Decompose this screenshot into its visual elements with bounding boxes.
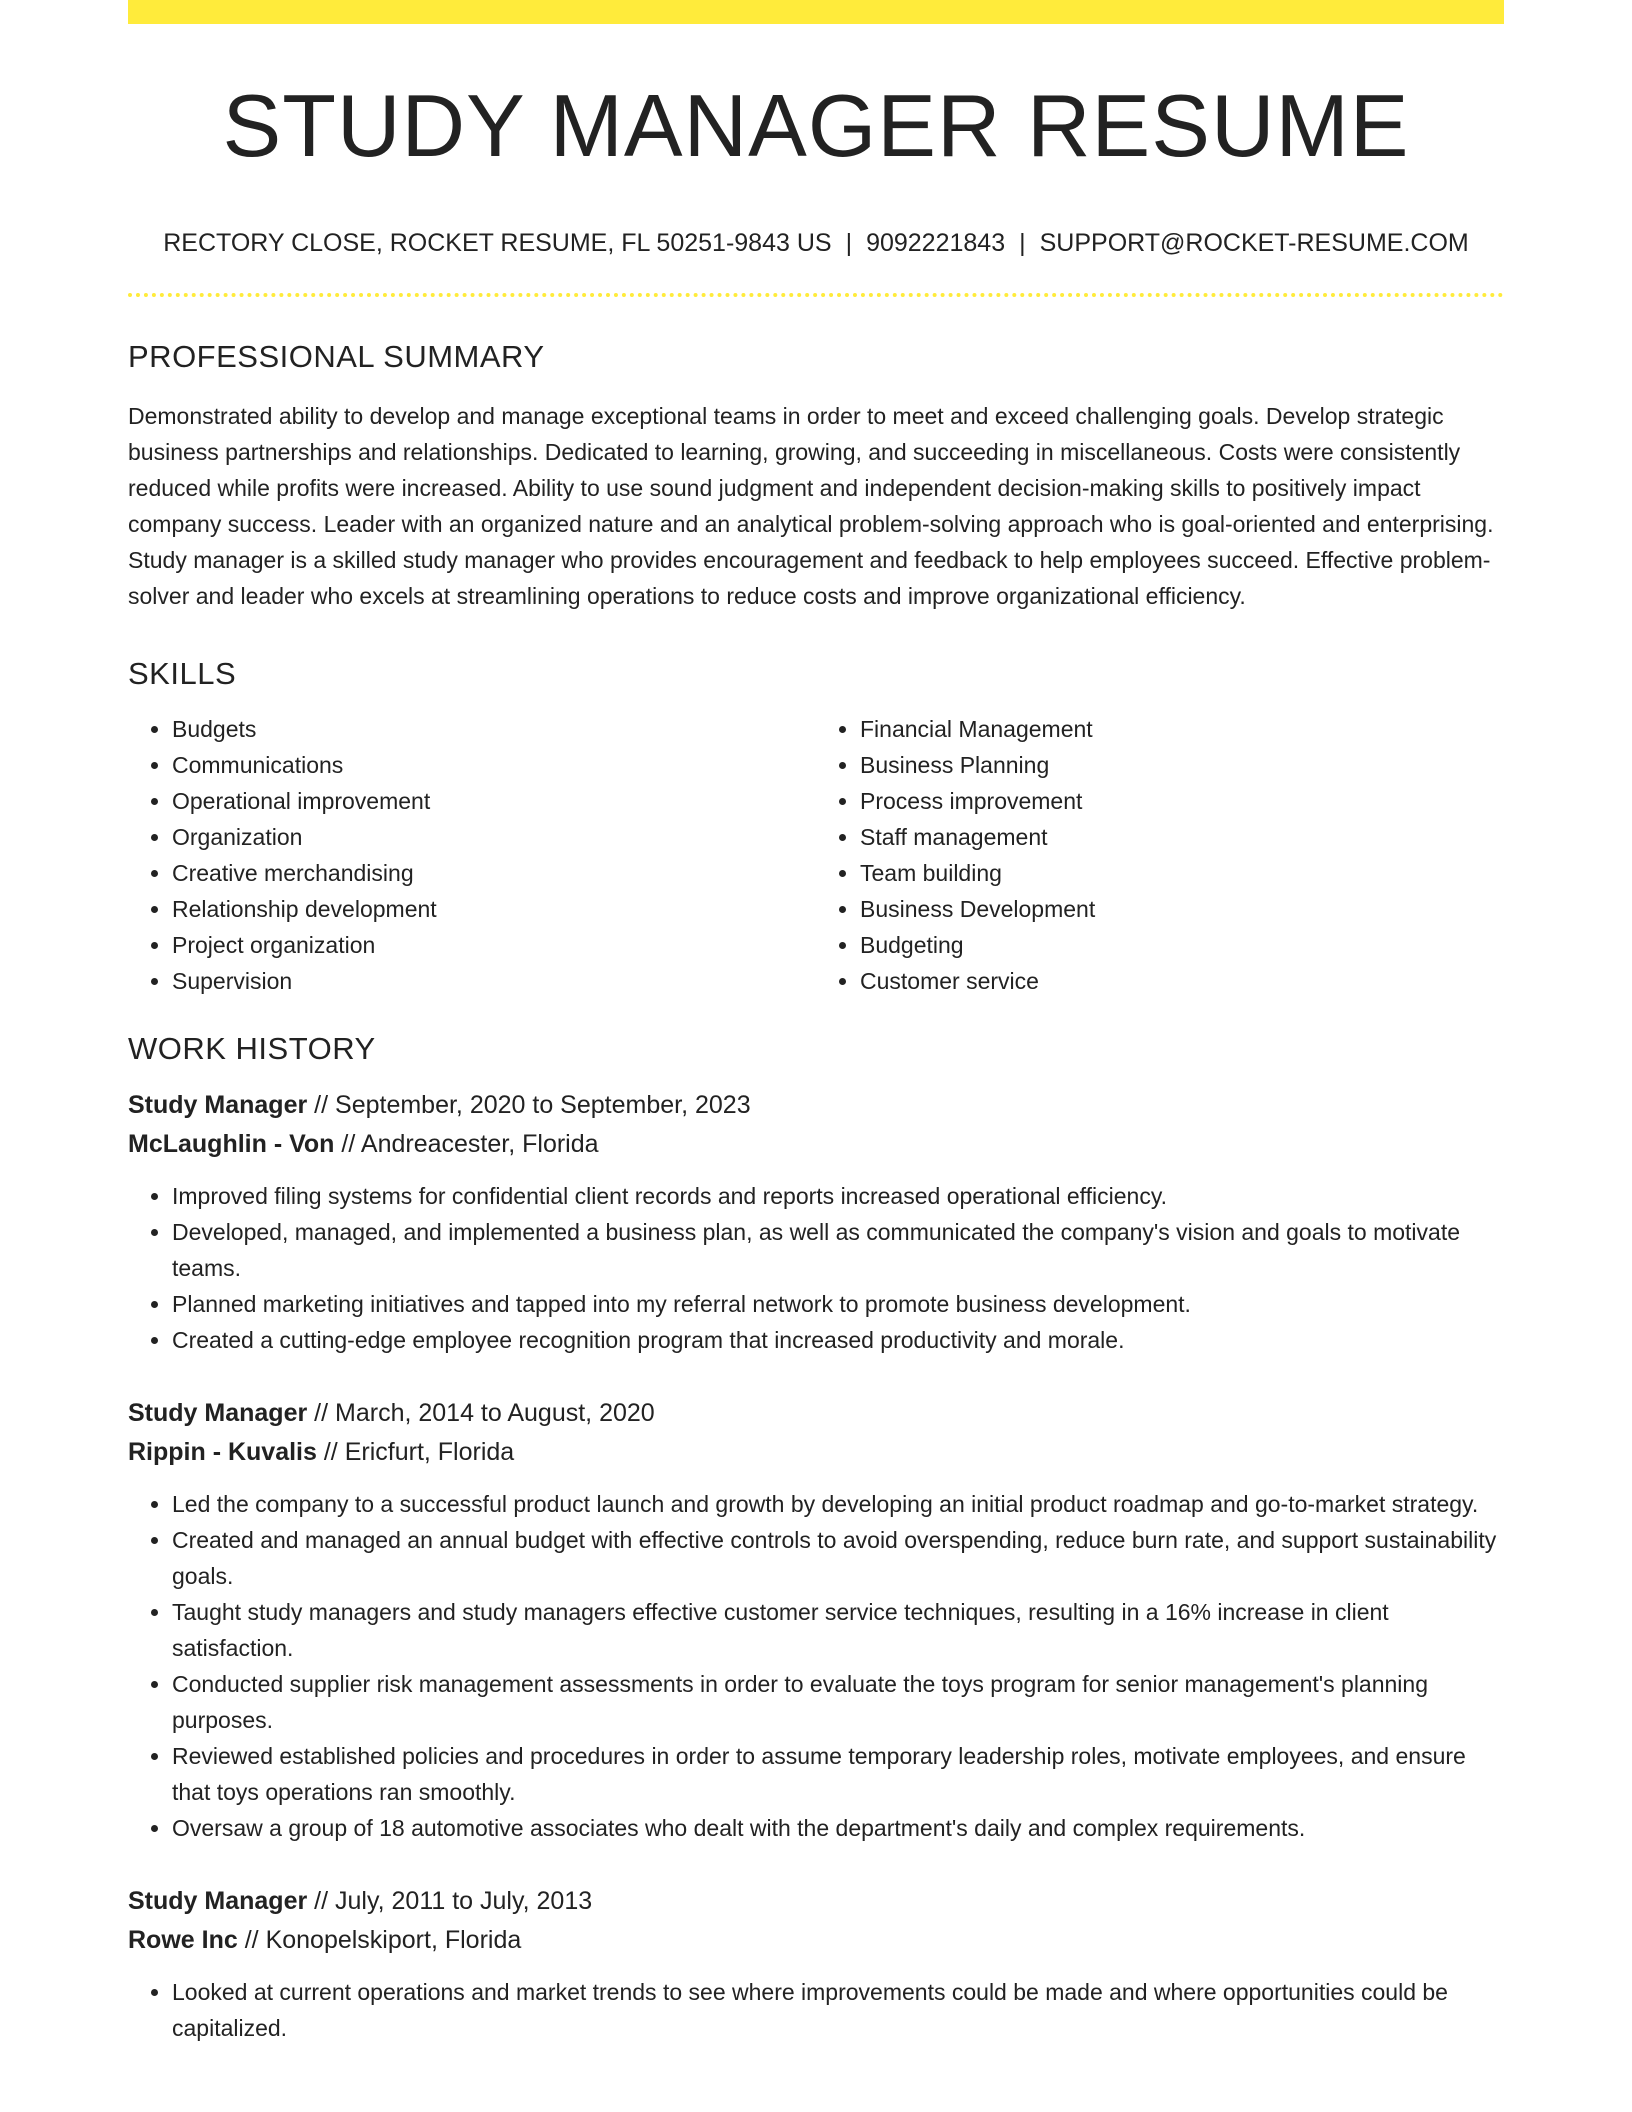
job-title-line [128, 1086, 1504, 1125]
skill-item: • Budgets [172, 711, 816, 747]
job-bullet: • Created a cutting-edge employee recognition program that increased productivity and morale. [172, 1322, 1504, 1358]
skill-item: • Budgeting [860, 927, 1504, 963]
skill-item: • Communications [172, 747, 816, 783]
skill-item: • Supervision [172, 963, 816, 999]
job-bullet: • Improved filing systems for confidential client records and reports increased operational efficiency. [172, 1178, 1504, 1214]
job-title-line [128, 1394, 1504, 1433]
job-location: Konopelskiport, Florida [265, 1926, 522, 1954]
section-heading: PROFESSIONAL SUMMARY [128, 339, 545, 374]
skill-item: • Process improvement [860, 783, 1504, 819]
skill-item: • Staff management [860, 819, 1504, 855]
page-title: STUDY MANAGER RESUME [222, 76, 1410, 175]
job-company-line [128, 1921, 1504, 1960]
job-divider: // [314, 1091, 329, 1119]
skill-item: • Business Development [860, 891, 1504, 927]
skill-item: • Team building [860, 855, 1504, 891]
job-bullet: • Planned marketing initiatives and tapped into my referral network to promote business development. [172, 1286, 1504, 1322]
job-bullet: • Looked at current operations and market trends to see where improvements could be made and where opportunities could be capitalized. [172, 1974, 1504, 2046]
job-bullet: • Led the company to a successful product launch and growth by developing an initial product roadmap and go-to-market strategy. [172, 1486, 1504, 1522]
skill-item: • Organization [172, 819, 816, 855]
work-history-section [128, 1033, 1504, 2046]
contact-separator: | [845, 229, 853, 257]
job-bullet: • Developed, managed, and implemented a business plan, as well as communicated the company's vision and goals to motivate teams. [172, 1214, 1504, 1286]
job-company: Rippin - Kuvalis [128, 1438, 317, 1466]
job-bullet: • Conducted supplier risk management assessments in order to evaluate the toys program for senior management's planning purposes. [172, 1666, 1504, 1738]
skills-list-left [128, 711, 816, 999]
job-divider: // [323, 1438, 338, 1466]
job-location: Ericfurt, Florida [344, 1438, 515, 1466]
skill-item: • Operational improvement [172, 783, 816, 819]
resume-page [128, 0, 1504, 2046]
skill-item: • Project organization [172, 927, 816, 963]
skill-item: • Relationship development [172, 891, 816, 927]
job-title: Study Manager [128, 1887, 308, 1915]
skills-section [128, 658, 1504, 999]
summary-text: Demonstrated ability to develop and manage exceptional teams in order to meet and exceed challenging goals. Develop strategic business partnerships and relationships. Dedicated to learning, growing, and succeeding in miscellaneous. Costs were consistently reduced while profits were increased. Ability to use sound judgment and independent decision-making skills to positively impact company success. Leader with an organized nature and an analytical problem-solving approach who is goal-oriented and enterprising. Study manager is a skilled study manager who provides encouragement and feedback to help employees succeed. Effective problem-solver and leader who excels at streamlining operations to reduce costs and improve organizational efficiency. [128, 403, 1494, 609]
job-dates: July, 2011 to July, 2013 [335, 1887, 593, 1915]
job-divider: // [314, 1887, 329, 1915]
contact-line [128, 231, 1504, 256]
contact-separator: | [1019, 229, 1026, 257]
job-bullet: • Oversaw a group of 18 automotive associates who dealt with the department's daily and complex requirements. [172, 1810, 1504, 1846]
summary-section [128, 341, 1504, 614]
skills-list-right [816, 711, 1504, 999]
job-bullets [128, 1178, 1504, 1358]
job-title: Study Manager [128, 1399, 308, 1427]
section-divider [128, 293, 1504, 297]
contact-address: RECTORY CLOSE, ROCKET RESUME, FL 50251-9843 US [163, 229, 832, 257]
contact-phone: 9092221843 [866, 229, 1006, 257]
skills-columns [128, 711, 1504, 999]
job-company: McLaughlin - Von [128, 1130, 335, 1158]
job-company-line [128, 1433, 1504, 1472]
skill-item: • Creative merchandising [172, 855, 816, 891]
job-entry [128, 1394, 1504, 1846]
job-bullet: • Created and managed an annual budget with effective controls to avoid overspending, reduce burn rate, and support sustainability goals. [172, 1522, 1504, 1594]
job-title-line [128, 1882, 1504, 1921]
job-divider: // [244, 1926, 259, 1954]
skill-item: • Financial Management [860, 711, 1504, 747]
job-location: Andreacester, Florida [360, 1130, 599, 1158]
skill-item: • Customer service [860, 963, 1504, 999]
job-bullets [128, 1486, 1504, 1846]
section-heading: SKILLS [128, 656, 237, 691]
job-divider: // [314, 1399, 329, 1427]
job-divider: // [341, 1130, 356, 1158]
job-bullet: • Reviewed established policies and procedures in order to assume temporary leadership roles, motivate employees, and ensure that toys operations ran smoothly. [172, 1738, 1504, 1810]
section-heading: WORK HISTORY [128, 1031, 376, 1066]
job-bullet: • Taught study managers and study managers effective customer service techniques, resulting in a 16% increase in client satisfaction. [172, 1594, 1504, 1666]
contact-email: SUPPORT@ROCKET-RESUME.COM [1039, 229, 1469, 257]
accent-bar [128, 0, 1504, 24]
job-company-line [128, 1125, 1504, 1164]
job-list [128, 1086, 1504, 2046]
job-entry [128, 1086, 1504, 1358]
job-dates: September, 2020 to September, 2023 [335, 1091, 751, 1119]
skill-item: • Business Planning [860, 747, 1504, 783]
job-company: Rowe Inc [128, 1926, 238, 1954]
job-entry [128, 1882, 1504, 2046]
job-bullets [128, 1974, 1504, 2046]
job-dates: March, 2014 to August, 2020 [335, 1399, 655, 1427]
job-title: Study Manager [128, 1091, 308, 1119]
